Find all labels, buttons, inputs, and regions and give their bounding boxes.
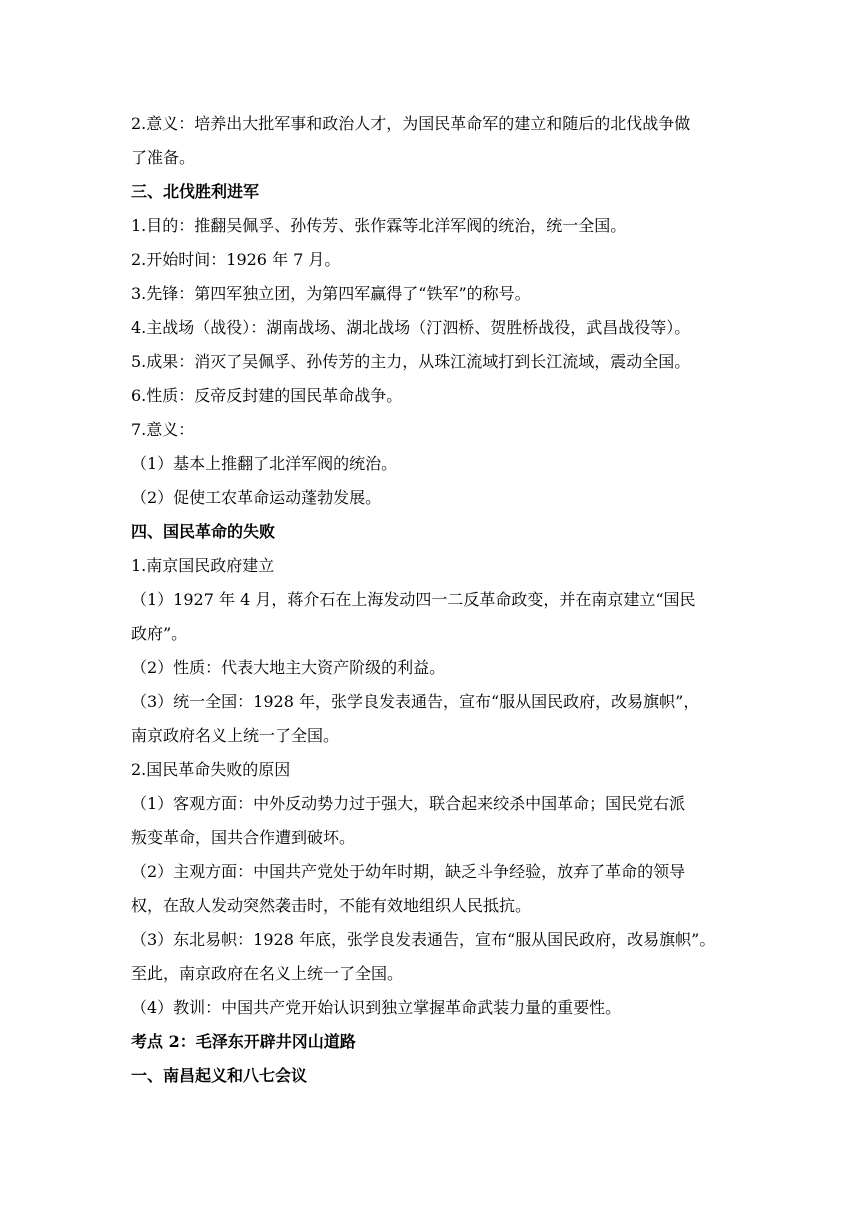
section-heading: 考点 2：毛泽东开辟井冈山道路 (131, 1032, 356, 1051)
text-line: 南京政府名义上统一了全国。 (131, 726, 340, 745)
text-line: 3.先锋：第四军独立团，为第四军赢得了“铁军”的称号。 (131, 284, 531, 303)
text-line: （1）基本上推翻了北洋军阀的统治。 (131, 454, 398, 473)
text-line: 叛变革命，国共合作遭到破坏。 (131, 828, 356, 847)
text-line: 4.主战场（战役）：湖南战场、湖北战场（汀泗桥、贺胜桥战役，武昌战役等）。 (131, 318, 691, 337)
text-line: 政府”。 (131, 624, 188, 643)
text-line: （1）客观方面：中外反动势力过于强大，联合起来绞杀中国革命；国民党右派 (131, 794, 686, 813)
text-line: （2）主观方面：中国共产党处于幼年时期，缺乏斗争经验，放弃了革命的领导 (131, 862, 686, 881)
text-line: 2.意义：培养出大批军事和政治人才，为国民革命军的建立和随后的北伐战争做 (131, 114, 691, 133)
text-line: 6.性质：反帝反封建的国民革命战争。 (131, 386, 403, 405)
text-line: 7.意义： (131, 420, 195, 439)
text-line: 2.国民革命失败的原因 (131, 760, 291, 779)
text-line: 2.开始时间：1926 年 7 月。 (131, 250, 341, 269)
text-line: （3）东北易帜：1928 年底，张学良发表通告，宣布“服从国民政府，改易旗帜”。 (131, 930, 716, 949)
text-line: 1.南京国民政府建立 (131, 556, 275, 575)
text-line: 1.目的：推翻吴佩孚、孙传芳、张作霖等北洋军阀的统治，统一全国。 (131, 216, 627, 235)
section-heading: 四、国民革命的失败 (131, 522, 276, 541)
text-line: （4）教训：中国共产党开始认识到独立掌握革命武装力量的重要性。 (131, 998, 622, 1017)
text-line: （2）性质：代表大地主大资产阶级的利益。 (131, 658, 446, 677)
text-line: 了准备。 (131, 148, 196, 167)
section-heading: 三、北伐胜利进军 (131, 182, 260, 201)
text-line: （3）统一全国：1928 年，张学良发表通告，宣布“服从国民政府，改易旗帜”， (131, 692, 700, 711)
text-line: 5.成果：消灭了吴佩孚、孙传芳的主力，从珠江流域打到长江流域，震动全国。 (131, 352, 691, 371)
section-heading: 一、南昌起义和八七会议 (131, 1066, 308, 1085)
text-line: （2）促使工农革命运动蓬勃发展。 (131, 488, 382, 507)
text-line: （1）1927 年 4 月，蒋介石在上海发动四一二反革命政变，并在南京建立“国民 (131, 590, 696, 609)
document-body (131, 107, 743, 1093)
text-line: 权，在敌人发动突然袭击时，不能有效地组织人民抵抗。 (131, 896, 532, 915)
text-line: 至此，南京政府在名义上统一了全国。 (131, 964, 404, 983)
